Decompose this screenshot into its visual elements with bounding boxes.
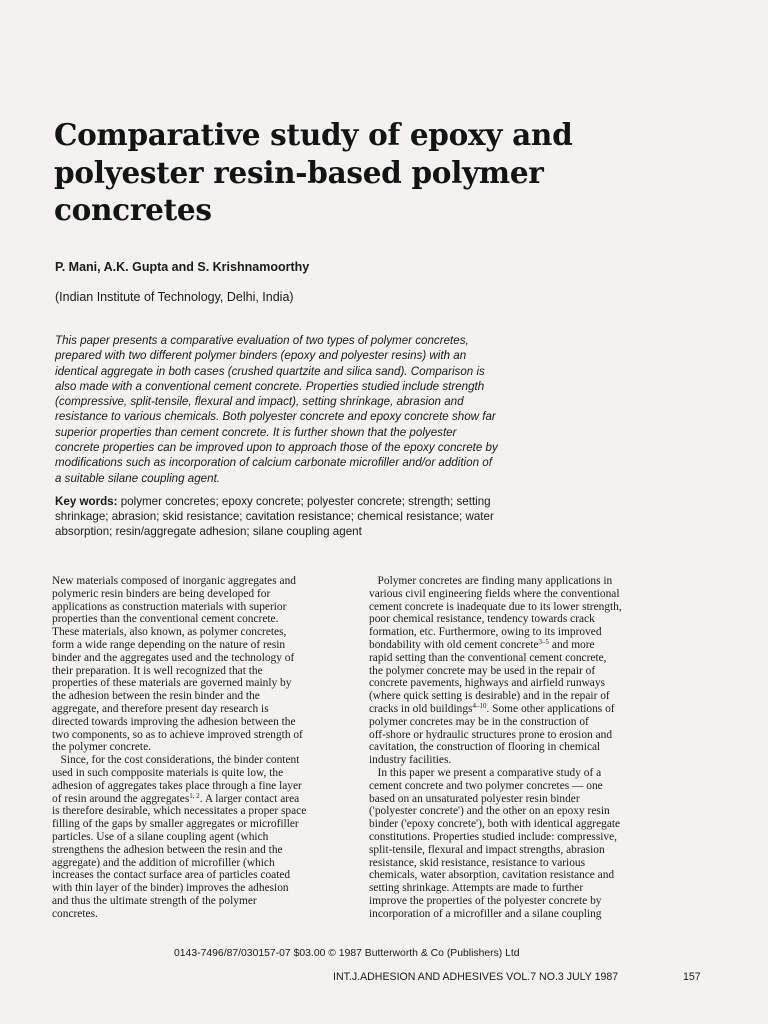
keywords-label: Key words: xyxy=(55,495,118,508)
body-line: split-tensile, flexural and impact strengths, abrasion xyxy=(369,843,605,856)
body-line: concretes. xyxy=(52,907,98,920)
body-line: based on an unsaturated polyester resin binder xyxy=(369,792,580,805)
body-line: the polymer concrete may be used in the repair of xyxy=(369,664,596,677)
body-line: (where quick setting is desirable) and in the repair of xyxy=(369,690,610,703)
body-line: concrete pavements, highways and airfield runways xyxy=(369,677,605,690)
body-line: industry facilities. xyxy=(369,754,452,767)
body-text: and more xyxy=(549,638,595,651)
keywords xyxy=(55,494,595,540)
abstract-line: prepared with two different polymer binders (epoxy and polyester resins) with an xyxy=(55,349,467,363)
journal-footer: INT.J.ADHESION AND ADHESIVES VOL.7 NO.3 JULY 1987 xyxy=(333,971,619,983)
abstract-line: a suitable silane coupling agent. xyxy=(55,471,221,485)
keywords-text: polymer concretes; epoxy concrete; polyester concrete; strength; setting xyxy=(120,495,491,508)
body-column-left xyxy=(52,575,364,921)
keywords-line: absorption; resin/aggregate adhesion; silane coupling agent xyxy=(55,525,362,539)
abstract xyxy=(55,333,595,486)
body-line: off-shore or hydraulic structures prone to erosion and xyxy=(369,728,613,741)
body-line: constitutions. Properties studied include: compressive, xyxy=(369,830,618,843)
body-line: their preparation. It is well recognized that the xyxy=(52,664,263,677)
body-line-with-ref xyxy=(369,639,705,652)
body-line: rapid setting than the conventional cement concrete, xyxy=(369,651,607,664)
citation-ref: 1, 2 xyxy=(189,791,200,800)
body-line: polymer concretes may be in the construction of xyxy=(369,715,589,728)
body-line: binder and the aggregates used and the technology of xyxy=(52,651,295,664)
body-column-right xyxy=(369,575,705,921)
body-line: the polymer concrete. xyxy=(52,741,151,754)
body-line: setting shrinkage. Attempts are made to further xyxy=(369,882,584,895)
body-line: improve the properties of the polyester concrete by xyxy=(369,894,602,907)
abstract-line: also made with a conventional cement concrete. Properties studied include strength xyxy=(55,379,485,393)
citation-ref: 3–5 xyxy=(538,637,550,646)
page-number: 157 xyxy=(683,971,701,983)
affiliation: (Indian Institute of Technology, Delhi, India) xyxy=(55,290,294,304)
body-text: of resin around the aggregates xyxy=(52,792,190,805)
body-line: binder ('epoxy concrete'), both with identical aggregate xyxy=(369,818,621,831)
copyright-line: 0143-7496/87/030157-07 $03.00 © 1987 Butterworth & Co (Publishers) Ltd xyxy=(174,948,520,959)
body-line: adhesion of aggregates takes place through a fine layer xyxy=(52,779,302,792)
body-line: formation, etc. Furthermore, owing to its improved xyxy=(369,626,602,639)
body-line: ('polyester concrete') and the other on an epoxy resin xyxy=(369,805,610,818)
abstract-line: identical aggregate in both cases (crushed quartzite and silica sand). Comparison is xyxy=(55,364,485,378)
title-line: polyester resin-based polymer xyxy=(54,154,544,190)
body-line: strengthens the adhesion between the resin and the xyxy=(52,843,283,856)
abstract-line: This paper presents a comparative evaluation of two types of polymer concretes, xyxy=(55,334,469,347)
body-line: filling of the gaps by smaller aggregates or microfiller xyxy=(52,818,299,831)
body-text: . Some other applications of xyxy=(486,702,615,715)
body-line: properties of these materials are governed mainly by xyxy=(52,677,292,690)
body-line: is therefore desirable, which necessitates a proper space xyxy=(52,805,307,818)
body-line: chemicals, water absorption, cavitation resistance and xyxy=(369,869,615,882)
body-line: two components, so as to achieve improved strength of xyxy=(52,728,303,741)
body-line: with thin layer of the binder) improves the adhesion xyxy=(52,882,289,895)
body-line: the adhesion between the resin binder and the xyxy=(52,690,260,703)
body-line: New materials composed of inorganic aggregates and xyxy=(52,575,296,587)
body-line: poor chemical resistance, tendency towards crack xyxy=(369,613,595,626)
body-text: bondability with old cement concrete xyxy=(369,638,539,651)
abstract-line: (compressive, split-tensile, flexural and impact), setting shrinkage, abrasion and xyxy=(55,395,464,409)
keywords-line xyxy=(55,494,595,509)
body-line: cavitation, the construction of flooring in chemical xyxy=(369,741,601,754)
title-line: Comparative study of epoxy and xyxy=(54,117,573,152)
body-line: properties than the conventional cement concrete. xyxy=(52,613,279,626)
citation-ref: 4–10 xyxy=(472,701,487,710)
abstract-line: modifications such as incorporation of calcium carbonate microfiller and/or addition of xyxy=(55,456,492,470)
body-line: aggregate) and the addition of microfiller (which xyxy=(52,856,275,869)
body-text: cracks in old buildings xyxy=(369,702,473,715)
keywords-line: shrinkage; abrasion; skid resistance; cavitation resistance; chemical resistance; water xyxy=(55,510,494,524)
body-line: and thus the ultimate strength of the polymer xyxy=(52,894,257,907)
paper-title xyxy=(54,116,574,229)
body-text: . A larger contact area xyxy=(199,792,300,805)
abstract-line: concrete properties can be improved upon to approach those of the epoxy concrete by xyxy=(55,441,498,455)
body-line: Polymer concretes are finding many applications in xyxy=(369,575,613,587)
body-line: resistance, skid resistance, resistance to various xyxy=(369,856,586,869)
body-line: various civil engineering fields where the conventional xyxy=(369,587,620,600)
title-line: concretes xyxy=(54,192,212,227)
abstract-line: superior properties than cement concrete. It is further shown that the polyester xyxy=(55,425,457,439)
body-line: incorporation of a microfiller and a silane coupling xyxy=(369,907,602,920)
body-line-with-ref xyxy=(369,703,705,716)
body-line: In this paper we present a comparative study of a xyxy=(369,766,602,779)
body-line: aggregate, and therefore present day research is xyxy=(52,702,269,715)
body-line: form a wide range depending on the nature of resin xyxy=(52,638,286,651)
body-line: applications as construction materials with superior xyxy=(52,600,287,613)
body-line: Since, for the cost considerations, the binder content xyxy=(52,754,300,767)
body-line: These materials, also known, as polymer concretes, xyxy=(52,626,287,639)
body-line: increases the contact surface area of particles coated xyxy=(52,869,291,882)
body-line: directed towards improving the adhesion between the xyxy=(52,715,296,728)
body-line: used in such compposite materials is quite low, the xyxy=(52,766,284,779)
body-line: cement concrete and two polymer concretes — one xyxy=(369,779,603,792)
body-line: cement concrete is inadequate due to its lower strength, xyxy=(369,600,622,613)
authors: P. Mani, A.K. Gupta and S. Krishnamoorthy xyxy=(55,260,310,274)
body-line: particles. Use of a silane coupling agent (which xyxy=(52,830,269,843)
abstract-line: resistance to various chemicals. Both polyester concrete and epoxy concrete show far xyxy=(55,410,496,424)
body-line-with-ref xyxy=(52,793,364,806)
body-line: polymeric resin binders are being developed for xyxy=(52,587,271,600)
